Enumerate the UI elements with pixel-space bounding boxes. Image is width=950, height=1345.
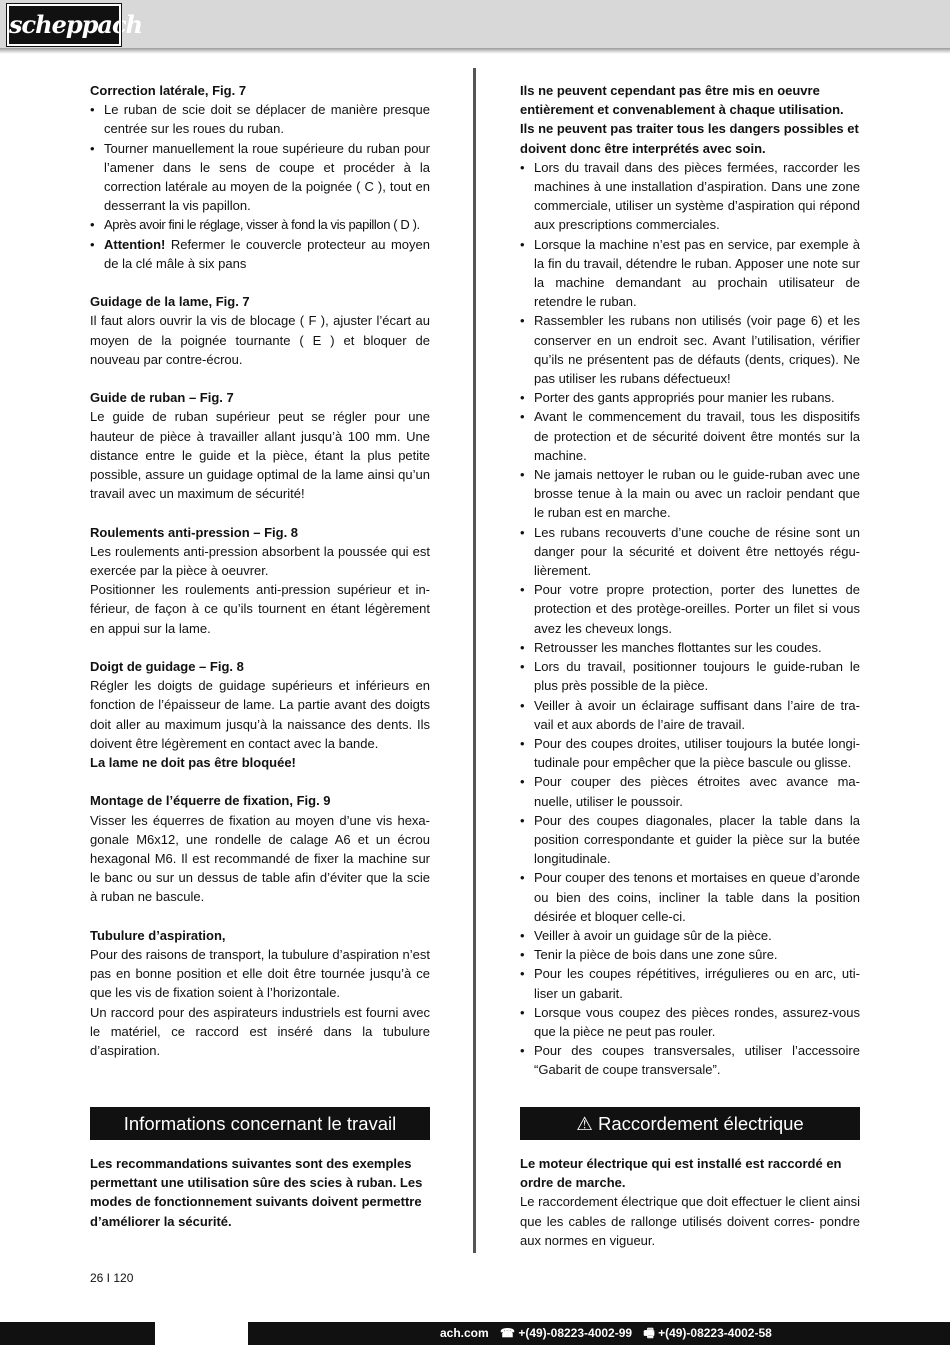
section-title: Guide de ruban – Fig. 7 (90, 390, 234, 406)
list-item: • Pour des coupes transversales, utiliser l’accessoire “Gabarit de coupe transversale”. (520, 1041, 860, 1079)
list-item: • Lorsque la machine n’est pas en service, par exemple à la fin du travail, détendre le ruban. Apposer une note sur la machine demandant au prochain utilisateur de retendre le ruban. (520, 235, 860, 312)
section-title: Tubulure d’aspiration, (90, 927, 226, 943)
section-title: Roulements anti-pression – Fig. 8 (90, 524, 299, 540)
list-item: • Pour des coupes droites, utiliser toujours la butée longi- tudinale pour empêcher que la pièce bascule ou glisse. (520, 734, 860, 772)
list-item: • Lors du travail, positionner toujours le guide-ruban le plus près possible de la pièce. (520, 657, 860, 695)
list-item: • Ne jamais nettoyer le ruban ou le guide-ruban avec une brosse tenue à la main ou avec un racloir pendant que le ruban est en marche. (520, 465, 860, 523)
electrical-paragraph: Le raccordement électrique que doit effectuer le client ainsi que les cables de rallonge utilisés doivent corres- pondre aux normes en vigueur. (520, 1194, 860, 1248)
paragraph: Un raccord pour des aspirateurs industriels est fourni avec le matériel, ce raccord est inséré dans la tubulure d’aspiration. (90, 1004, 430, 1059)
list-item: • Porter des gants appropriés pour manier les rubans. (520, 388, 860, 407)
paragraph: Régler les doigts de guidage supérieurs et inférieurs en fonction de l’épaisseur de lame. La partie avant des doigts doit aller au maximum jusqu’à la naissance des dents. Ils doivent être légèrement en contact avec la bande. (90, 678, 430, 751)
list-item: • Tenir la pièce de bois dans une zone sûre. (520, 945, 860, 964)
work-info-intro: Les recommandations suivantes sont des exemples permettant une utilisation sûre des scies à ruban. Les modes de fonctionnement suivants doivent permettre d’améliorer la sécurité. (90, 1156, 423, 1229)
electrical-text (520, 1154, 860, 1250)
footer-fax: 🖷 +(49)-08223-4002-58 (643, 1326, 772, 1340)
list-item: • Tourner manuellement la roue supérieure du ruban pour l’amener dans le sens de coupe et procéder à la correction latérale au moyen de la poignée ( C ), tout en desserrant la vis papillon. (90, 139, 430, 216)
list-item: • Pour votre propre protection, porter des lunettes de protection et des protège-oreilles. Porter un filet si vous avez les cheveux longs. (520, 580, 860, 638)
paragraph: Pour des raisons de transport, la tubulure d’aspiration n’est pas en bonne position et elle doit être tournée jusqu’à ce que les vis de fixation soient à l’horizontale. (90, 947, 430, 1001)
paragraph: Visser les équerres de fixation au moyen d’une vis hexa- gonale M6x12, une rondelle de calage A6 et un écrou hexagonal M6. Il est recommandé de fixer la machine sur le banc ou sur un dessus de table afin d’éviter que la scie à ruban ne bascule. (90, 812, 430, 905)
paragraph: Les roulements anti-pression absorbent la poussée qui est exercée par la pièce à oeuvrer. (90, 543, 430, 579)
intro-text: Ils ne peuvent cependant pas être mis en oeuvre entièrement et convenablement à chaque utilisation. Ils ne peuvent pas traiter tous les dangers possibles et doivent donc être interprétés avec soin. (520, 83, 859, 156)
scheppach-logo: scheppach (7, 4, 121, 46)
header-shadow (0, 48, 950, 54)
section-title: Guidage de la lame, Fig. 7 (90, 294, 250, 310)
list-item: • Lorsque vous coupez des pièces rondes, assurez-vous que la pièce ne peut pas rouler. (520, 1003, 860, 1041)
right-column (520, 81, 860, 1080)
list-item: • Après avoir fini le réglage, visser à fond la vis papillon ( D ). (90, 215, 430, 234)
footer-phone: ☎ +(49)-08223-4002-99 (500, 1326, 633, 1340)
left-column (90, 81, 430, 1060)
list-item: • Rassembler les rubans non utilisés (voir page 6) et les conserver en un endroit sec. Avant l’utilisation, vérifier qu’ils ne présentent pas de défauts (dents, criques). Ne pas utiliser les rubans défectueux! (520, 311, 860, 388)
list-item: • Avant le commencement du travail, tous les dispositifs de protection et de sécurité doivent être montés sur la machine. (520, 407, 860, 465)
list-item: • Pour des coupes diagonales, placer la table dans la position correspondante et guider la pièce sur la butée longitudinale. (520, 811, 860, 869)
section-banner-electrical: ⚠ Raccordement électrique (520, 1107, 860, 1140)
list-item: • Pour les coupes répétitives, irrégulieres ou en arc, uti- liser un gabarit. (520, 964, 860, 1002)
page-number: 26 I 120 (90, 1271, 134, 1285)
bullet-list (520, 158, 860, 1080)
list-item: • Veiller à avoir un éclairage suffisant dans l’aire de tra- vail et aux abords de l’aire de travail. (520, 696, 860, 734)
attention-label: Attention! (104, 236, 166, 252)
header-bar (0, 0, 950, 48)
paragraph: Le guide de ruban supérieur peut se régler pour une hauteur de pièce à travailler allant jusqu’à 100 mm. Une distance entre le guide et la pièce, étant la plus petite possible, assure un guidage optimal de la lame ainsi qu’un travail avec un maximum de sécurité! (90, 409, 430, 502)
list-item (90, 235, 430, 273)
warning-text: La lame ne doit pas être bloquée! (90, 755, 296, 771)
section-title: Montage de l’équerre de fixation, Fig. 9 (90, 793, 331, 809)
list-item: • Lors du travail dans des pièces fermées, raccorder les machines à une installation d’aspiration. Dans une zone commerciale, utiliser un système d’aspiration qui répond aux prescriptions commerciales. (520, 158, 860, 235)
section-banner-work-info: Informations concernant le travail (90, 1107, 430, 1140)
footer-web: ach.com (440, 1326, 489, 1340)
bullet-list (90, 100, 430, 273)
list-item: • Veiller à avoir un guidage sûr de la pièce. (520, 926, 860, 945)
list-item: • Le ruban de scie doit se déplacer de manière presque centrée sur les roues du ruban. (90, 100, 430, 138)
list-item: • Retrousser les manches flottantes sur les coudes. (520, 638, 860, 657)
attention-text: Refermer le couvercle protecteur au moyen de la clé mâle à six pans (104, 236, 430, 271)
section-title: Doigt de guidage – Fig. 8 (90, 659, 244, 675)
footer-contact (440, 1322, 780, 1345)
list-item: • Les rubans recouverts d’une couche de résine sont un danger pour la sécurité et doivent être nettoyés régu- lièrement. (520, 523, 860, 581)
column-divider (473, 68, 476, 1253)
footer-white-block (155, 1322, 248, 1345)
section-title: Correction latérale, Fig. 7 (90, 83, 247, 98)
list-item: • Pour couper des pièces étroites avec avance ma- nuelle, utiliser le poussoir. (520, 772, 860, 810)
paragraph: Positionner les roulements anti-pression supérieur et in- férieur, de façon à ce qu’ils tournent en étant légèrement en appui sur la lame. (90, 582, 430, 636)
electrical-bold: Le moteur électrique qui est installé est raccordé en ordre de marche. (520, 1156, 842, 1191)
list-item: • Pour couper des tenons et mortaises en queue d’aronde ou bien des coins, incliner la table dans la position désirée et bloquer celle-ci. (520, 868, 860, 926)
paragraph: Il faut alors ouvrir la vis de blocage ( F ), ajuster l’écart au moyen de la poignée tournante ( E ) et bloquer de nouveau par contre-écrou. (90, 313, 430, 367)
